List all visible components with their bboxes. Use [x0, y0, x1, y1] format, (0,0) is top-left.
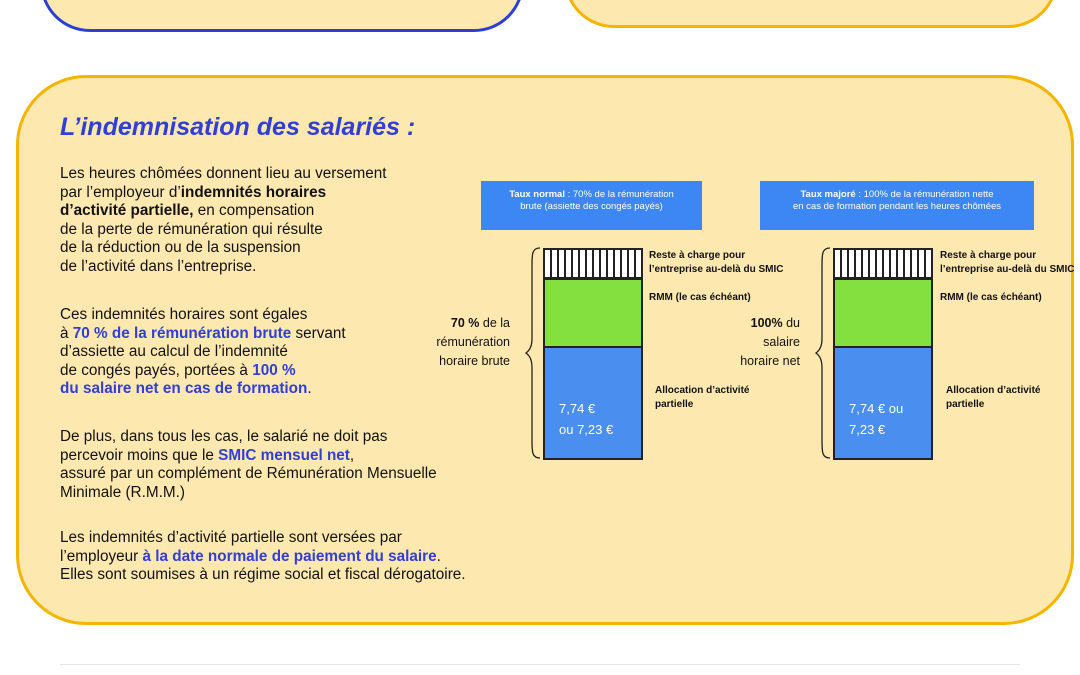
left-rate-header: Taux normal : 70% de la rémunération brute (assiette des congés payés) [481, 181, 702, 230]
left-remaining-charge-segment [543, 248, 643, 280]
left-allocation-value-2: ou 7,23 € [559, 422, 614, 437]
left-allocation-value-1: 7,74 € [559, 401, 596, 416]
right-rmm-segment [833, 278, 933, 348]
footer-divider [60, 664, 1020, 665]
paragraph-3: De plus, dans tous les cas, le salarié ne doit pas percevoir moins que le SMIC mensuel net, assuré par un complément de Rémunération Mensuelle Minimale (R.M.M.) [60, 428, 437, 501]
paragraph-1: Les heures chômées donnent lieu au versement par l’employeur d’indemnités horaires d’activité partielle, en compensation de la perte de rémunération qui résulte de la réduction ou de la suspension de l’activité dans l’entreprise. [60, 165, 387, 275]
right-allocation-segment [833, 346, 933, 460]
right-allocation-label: Allocation d’activité partielle [946, 385, 1041, 410]
left-side-label: 70 % de la rémunération horaire brute [436, 316, 510, 368]
right-brace-icon [814, 246, 834, 460]
left-allocation-label: Allocation d’activité partielle [655, 385, 750, 410]
right-remaining-charge-segment [833, 248, 933, 280]
left-brace-icon [524, 246, 544, 460]
paragraph-4: Les indemnités d’activité partielle sont versées par l’employeur à la date normale de paiement du salaire. Elles sont soumises à un régime social et fiscal dérogatoire. [60, 529, 466, 584]
left-remaining-charge-label: Reste à charge pour l’entreprise au-delà du SMIC [649, 250, 784, 275]
left-rmm-segment [543, 278, 643, 348]
right-remaining-charge-label: Reste à charge pour l’entreprise au-delà du SMIC [940, 250, 1075, 275]
left-allocation-segment [543, 346, 643, 460]
top-left-panel [40, 0, 524, 32]
left-rmm-label: RMM (le cas échéant) [649, 292, 751, 303]
right-rmm-label: RMM (le cas échéant) [940, 292, 1042, 303]
right-rate-header: Taux majoré : 100% de la rémunération nette en cas de formation pendant les heures chômées [760, 181, 1034, 230]
section-title: L’indemnisation des salariés : [60, 113, 416, 141]
paragraph-2: Ces indemnités horaires sont égales à 70 % de la rémunération brute servant d’assiette au calcul de l’indemnité de congés payés, portées à 100 % du salaire net en cas de formation. [60, 306, 346, 398]
right-allocation-value-1: 7,74 € ou [849, 401, 904, 416]
top-right-panel [564, 0, 1058, 28]
right-side-label: 100% du salaire horaire net [740, 316, 800, 368]
right-allocation-value-2: 7,23 € [849, 422, 886, 437]
